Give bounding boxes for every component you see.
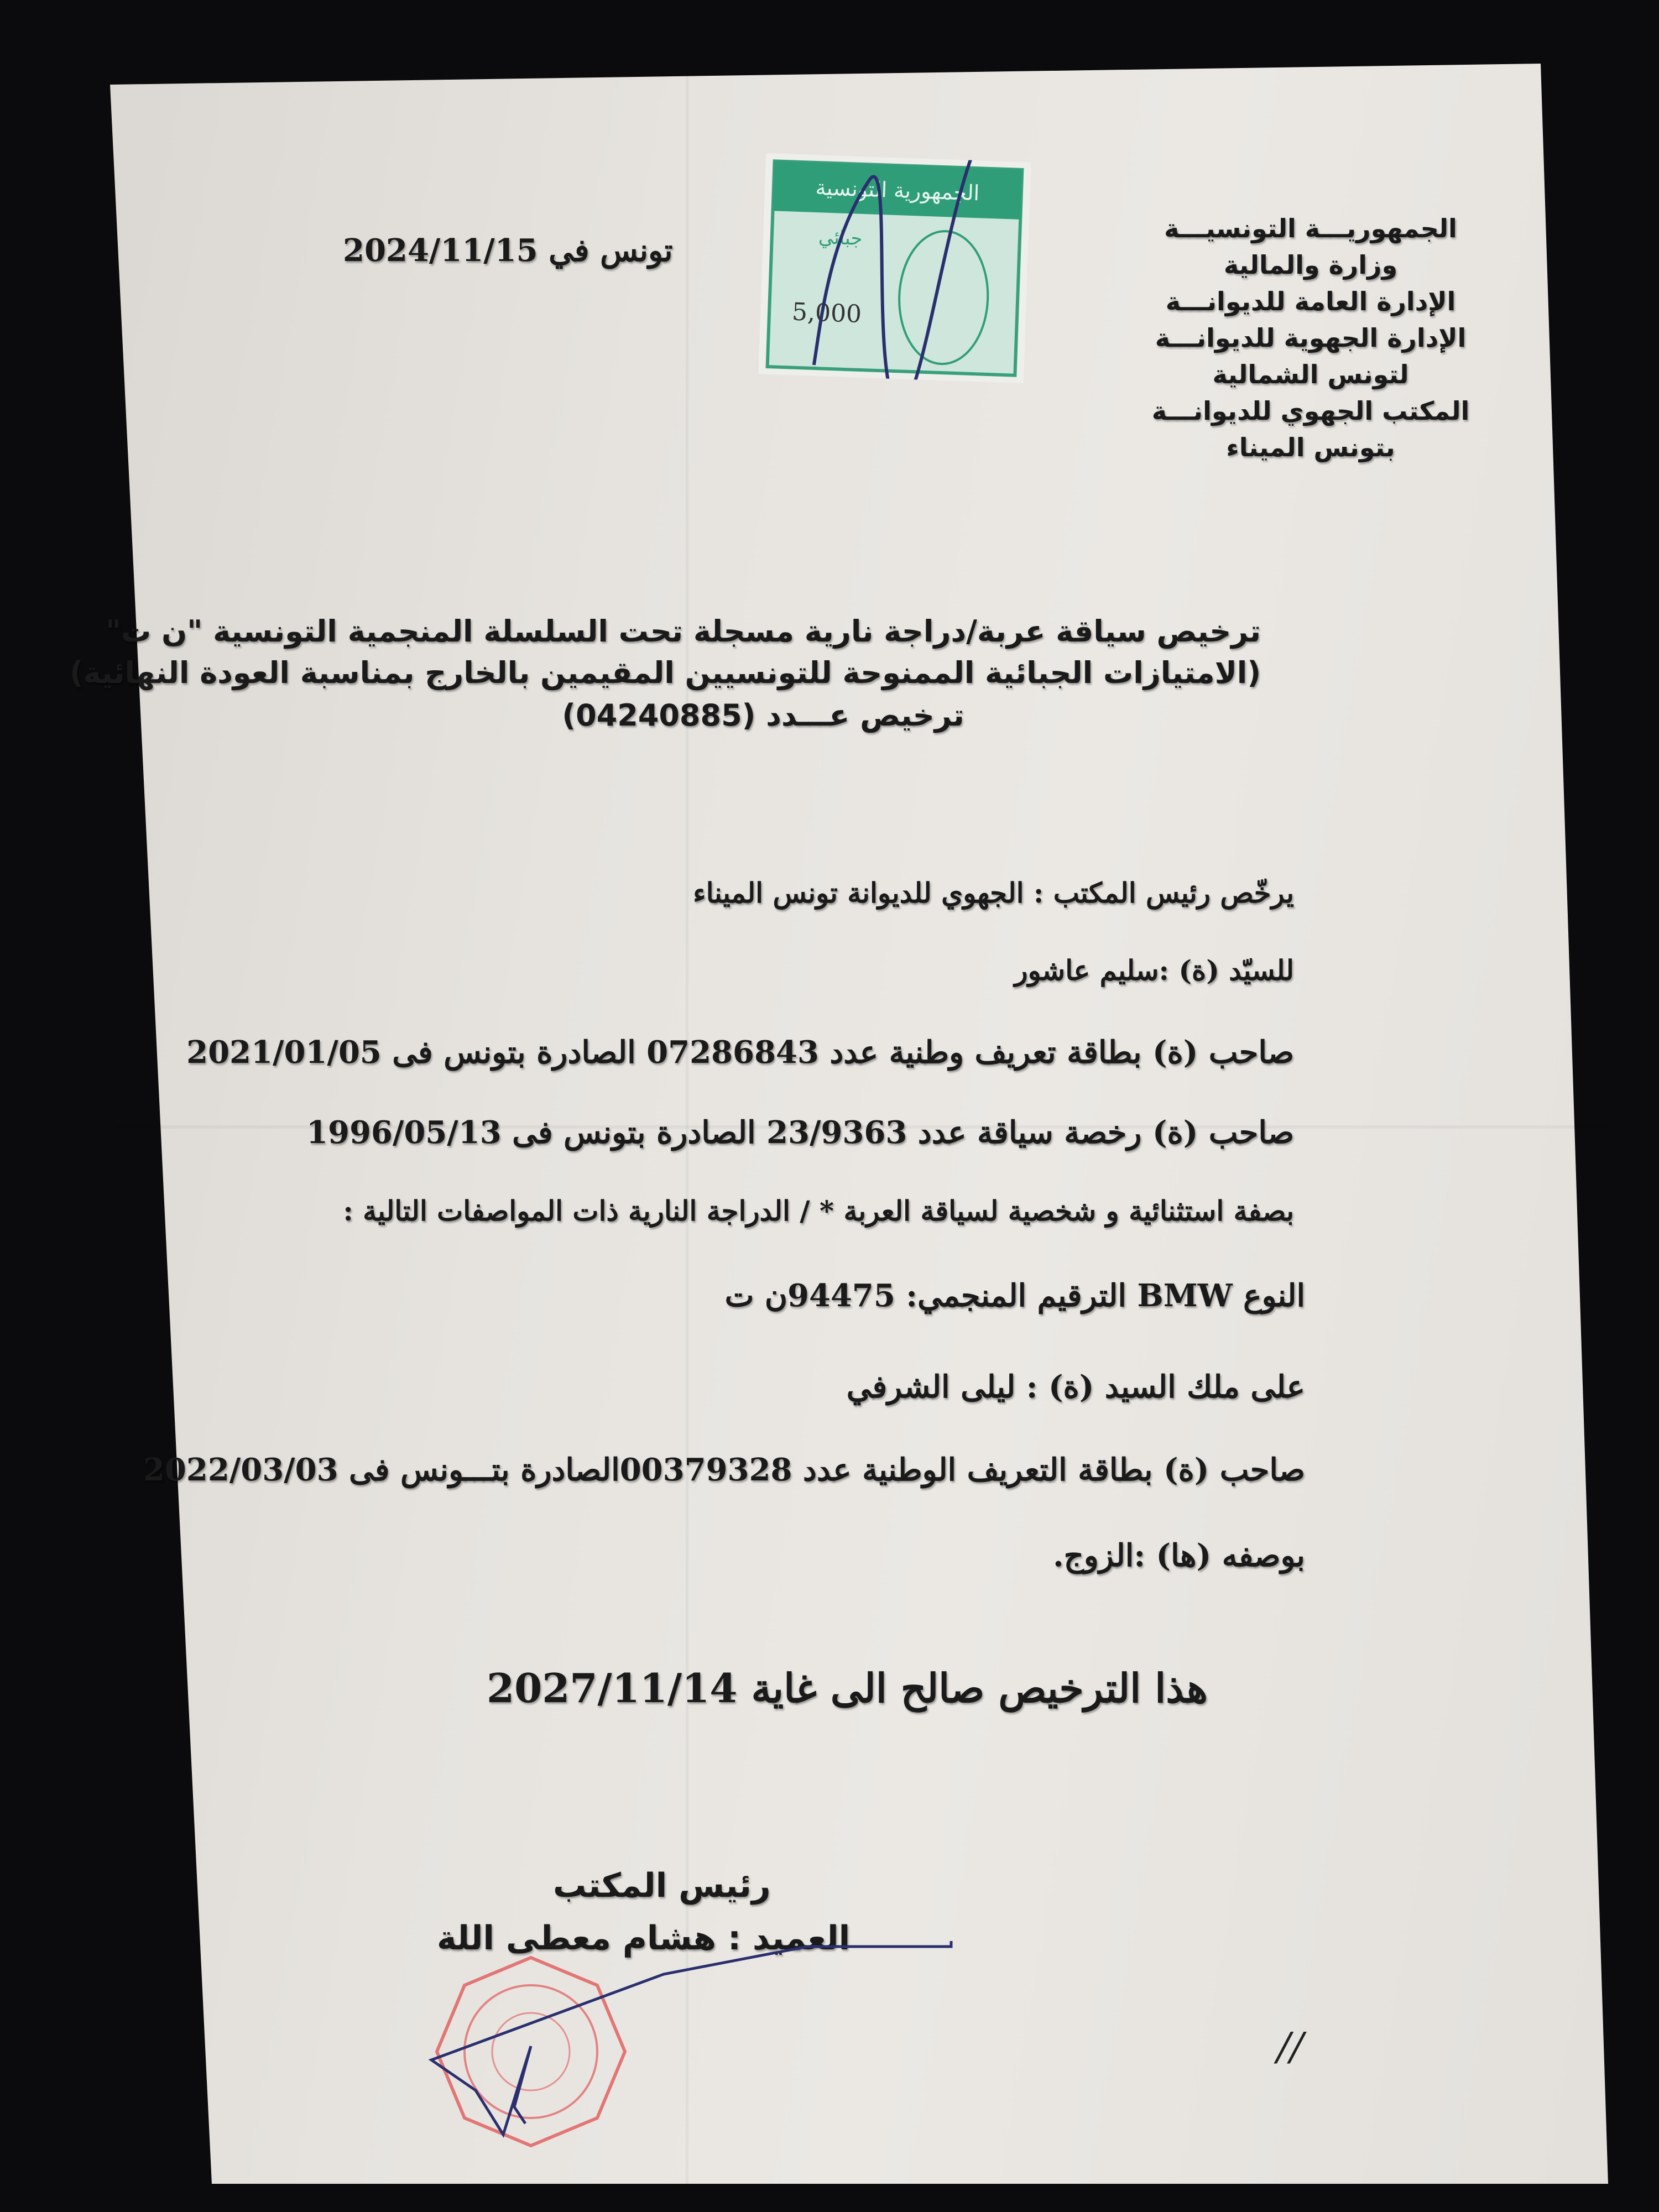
fiscal-stamp	[758, 153, 1031, 384]
owner-relation: بوصفه (ها) :الزوج.	[1053, 1537, 1305, 1574]
licensee-name: للسيّد (ة) :سليم عاشور	[1014, 954, 1294, 987]
signatory-title: رئيس المكتب	[553, 1866, 771, 1905]
stamp-heading: الجمهورية التونسية	[815, 175, 980, 206]
issuer-header	[1150, 210, 1471, 466]
licensee-id-card: صاحب (ة) بطاقة تعريف وطنية عدد 07286843 الصادرة بتونس فى 2021/01/05	[186, 1034, 1294, 1071]
title-line: ترخيص سياقة عربة/دراجة نارية مسجلة تحت السلسلة المنجمية التونسية "ن ت"	[105, 614, 1261, 649]
authorizing-office: يرخّص رئيس المكتب : الجهوي للديوانة تونس الميناء	[693, 877, 1294, 909]
header-line: لتونس الشمالية	[1212, 359, 1409, 389]
stamp-type: جبائي	[818, 226, 863, 250]
stamp-value: 5,000	[791, 298, 862, 328]
header-line: الإدارة الجهوية للديوانـــة	[1155, 323, 1467, 353]
signatory-name: العميد : هشام معطى اللة	[437, 1919, 851, 1958]
header-line: الجمهوريـــة التونسيـــة	[1164, 213, 1457, 243]
handwritten-mark: //	[1272, 2024, 1308, 2069]
document-date: تونس في 2024/11/15	[343, 232, 673, 269]
validity-statement: هذا الترخيص صالح الى غاية 2027/11/14	[487, 1665, 1208, 1712]
owner-id-card: صاحب (ة) بطاقة التعريف الوطنية عدد 00379328الصادرة بتـــونس فى 2022/03/03	[143, 1452, 1305, 1488]
vehicle-owner: على ملك السيد (ة) : ليلى الشرفي	[846, 1369, 1305, 1405]
header-line: المكتب الجهوي للديوانـــة	[1151, 396, 1470, 426]
authorization-scope: بصفة استثنائية و شخصية لسياقة العربة * / الدراجة النارية ذات المواصفات التالية :	[343, 1194, 1294, 1227]
header-line: وزارة والمالية	[1223, 250, 1398, 280]
license-number: ترخيص عـــدد (04240885)	[562, 698, 964, 733]
header-line: بتونس الميناء	[1226, 432, 1395, 462]
header-line: الإدارة العامة للديوانـــة	[1165, 286, 1456, 316]
licensee-driving-license: صاحب (ة) رخصة سياقة عدد 23/9363 الصادرة بتونس فى 1996/05/13	[306, 1114, 1294, 1151]
vehicle-details: النوع BMW الترقيم المنجمي: 94475ن ت	[724, 1277, 1305, 1314]
title-line: (الامتيازات الجبائية الممنوحة للتونسيين المقيمين بالخارج بمناسبة العودة النهائية)	[69, 655, 1261, 690]
handwritten-signature	[420, 1924, 962, 2157]
